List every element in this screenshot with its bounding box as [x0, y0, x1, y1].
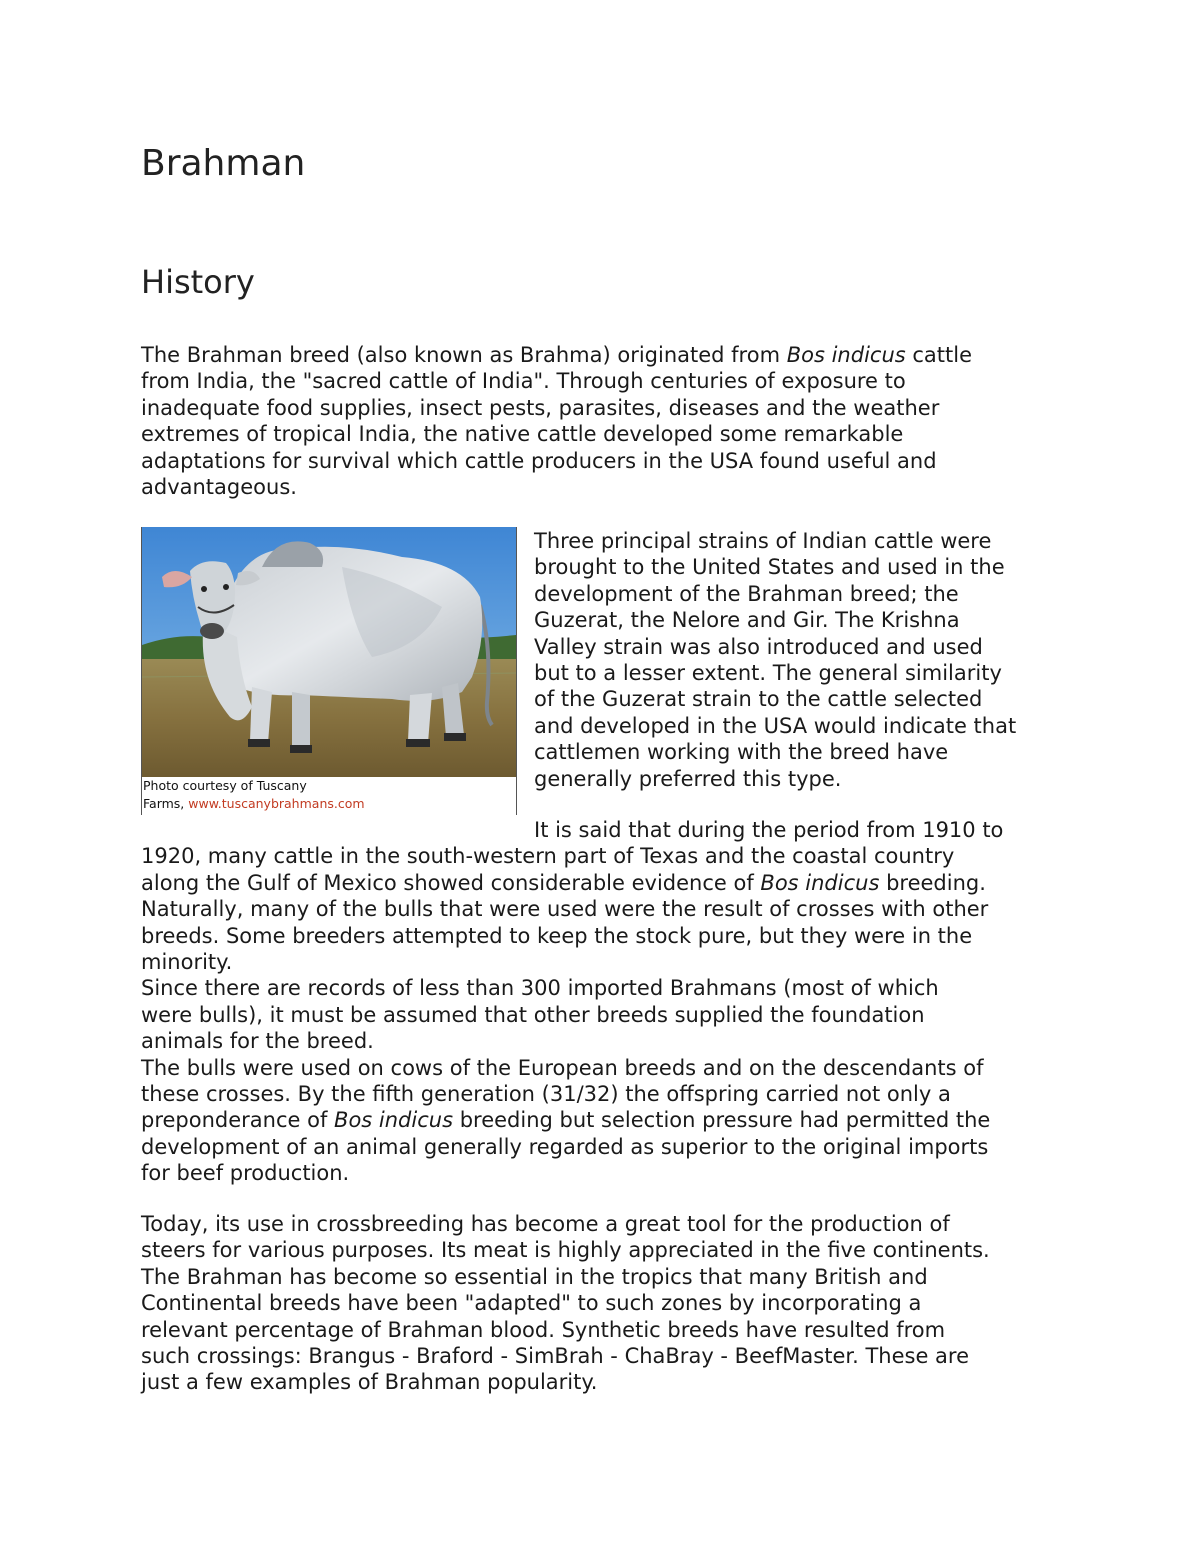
text-line: along the Gulf of Mexico showed considerable evidence of Bos indicus breeding.: [141, 870, 986, 895]
text-line: cattlemen working with the breed have: [534, 740, 949, 765]
brahman-bull-photo: [142, 527, 516, 777]
text-line: 1920, many cattle in the south-western part of Texas and the coastal country: [141, 844, 955, 869]
text-line: extremes of tropical India, the native cattle developed some remarkable: [141, 422, 904, 447]
scientific-name: Bos indicus: [760, 870, 880, 895]
brahman-bull-figure: [141, 527, 517, 815]
text-line: animals for the breed.: [141, 1029, 374, 1054]
text-line: preponderance of Bos indicus breeding but selection pressure had permitted the: [141, 1108, 991, 1133]
text-line: steers for various purposes. Its meat is highly appreciated in the five continents.: [141, 1238, 990, 1263]
text-line: just a few examples of Brahman popularity.: [141, 1370, 598, 1395]
text-line: and developed in the USA would indicate that: [534, 713, 1017, 738]
caption-line: Photo courtesy of Tuscany: [143, 778, 307, 793]
photo-caption: [142, 777, 516, 813]
text-line: The Brahman has become so essential in the tropics that many British and: [141, 1264, 928, 1289]
text-line: Guzerat, the Nelore and Gir. The Krishna: [534, 608, 960, 633]
scientific-name: Bos indicus: [334, 1108, 454, 1133]
document-title: Brahman: [141, 143, 306, 184]
text-line: The bulls were used on cows of the European breeds and on the descendants of: [141, 1055, 984, 1080]
text-line: from India, the "sacred cattle of India". Through centuries of exposure to: [141, 369, 906, 394]
text-line: inadequate food supplies, insect pests, parasites, diseases and the weather: [141, 395, 940, 420]
paragraph-strains: [534, 528, 1016, 792]
section-heading-history: History: [141, 263, 255, 301]
text-line: were bulls), it must be assumed that other breeds supplied the foundation: [141, 1002, 925, 1027]
text-line: but to a lesser extent. The general similarity: [534, 661, 1002, 686]
tuscany-brahmans-link[interactable]: www.tuscanybrahmans.com: [188, 796, 365, 811]
text-line: The Brahman breed (also known as Brahma) originated from Bos indicus cattle: [141, 343, 973, 367]
text-line: Valley strain was also introduced and used: [534, 634, 983, 659]
text-line: Since there are records of less than 300 imported Brahmans (most of which: [141, 976, 939, 1001]
text-line: advantageous.: [141, 475, 297, 500]
text-line: It is said that during the period from 1910 to: [534, 818, 1004, 842]
text-line: Naturally, many of the bulls that were used were the result of crosses with other: [141, 897, 989, 922]
text-line: adaptations for survival which cattle producers in the USA found useful and: [141, 448, 937, 473]
text-line: development of the Brahman breed; the: [534, 581, 959, 606]
text-line: for beef production.: [141, 1161, 350, 1186]
caption-line: Farms, www.tuscanybrahmans.com: [143, 796, 365, 811]
text-line: such crossings: Brangus - Braford - SimBrah - ChaBray - BeefMaster. These are: [141, 1344, 970, 1369]
paragraph-today: [141, 1211, 990, 1396]
paragraph-origin: [141, 342, 972, 500]
text-line: Three principal strains of Indian cattle were: [534, 529, 992, 553]
text-line: breeds. Some breeders attempted to keep the stock pure, but they were in the: [141, 923, 973, 948]
scientific-name: Bos indicus: [786, 343, 906, 367]
text-line: of the Guzerat strain to the cattle selected: [534, 687, 983, 712]
text-line: development of an animal generally regarded as superior to the original imports: [141, 1134, 989, 1159]
text-line: minority.: [141, 950, 233, 975]
text-line: Today, its use in crossbreeding has become a great tool for the production of: [141, 1212, 950, 1236]
text-line: Continental breeds have been "adapted" to such zones by incorporating a: [141, 1291, 922, 1316]
paragraph-texas-history: [141, 817, 1003, 1187]
text-line: brought to the United States and used in the: [534, 555, 1005, 580]
text-line: these crosses. By the fifth generation (31/32) the offspring carried not only a: [141, 1082, 951, 1107]
text-line: generally preferred this type.: [534, 766, 842, 791]
text-line: relevant percentage of Brahman blood. Synthetic breeds have resulted from: [141, 1317, 946, 1342]
